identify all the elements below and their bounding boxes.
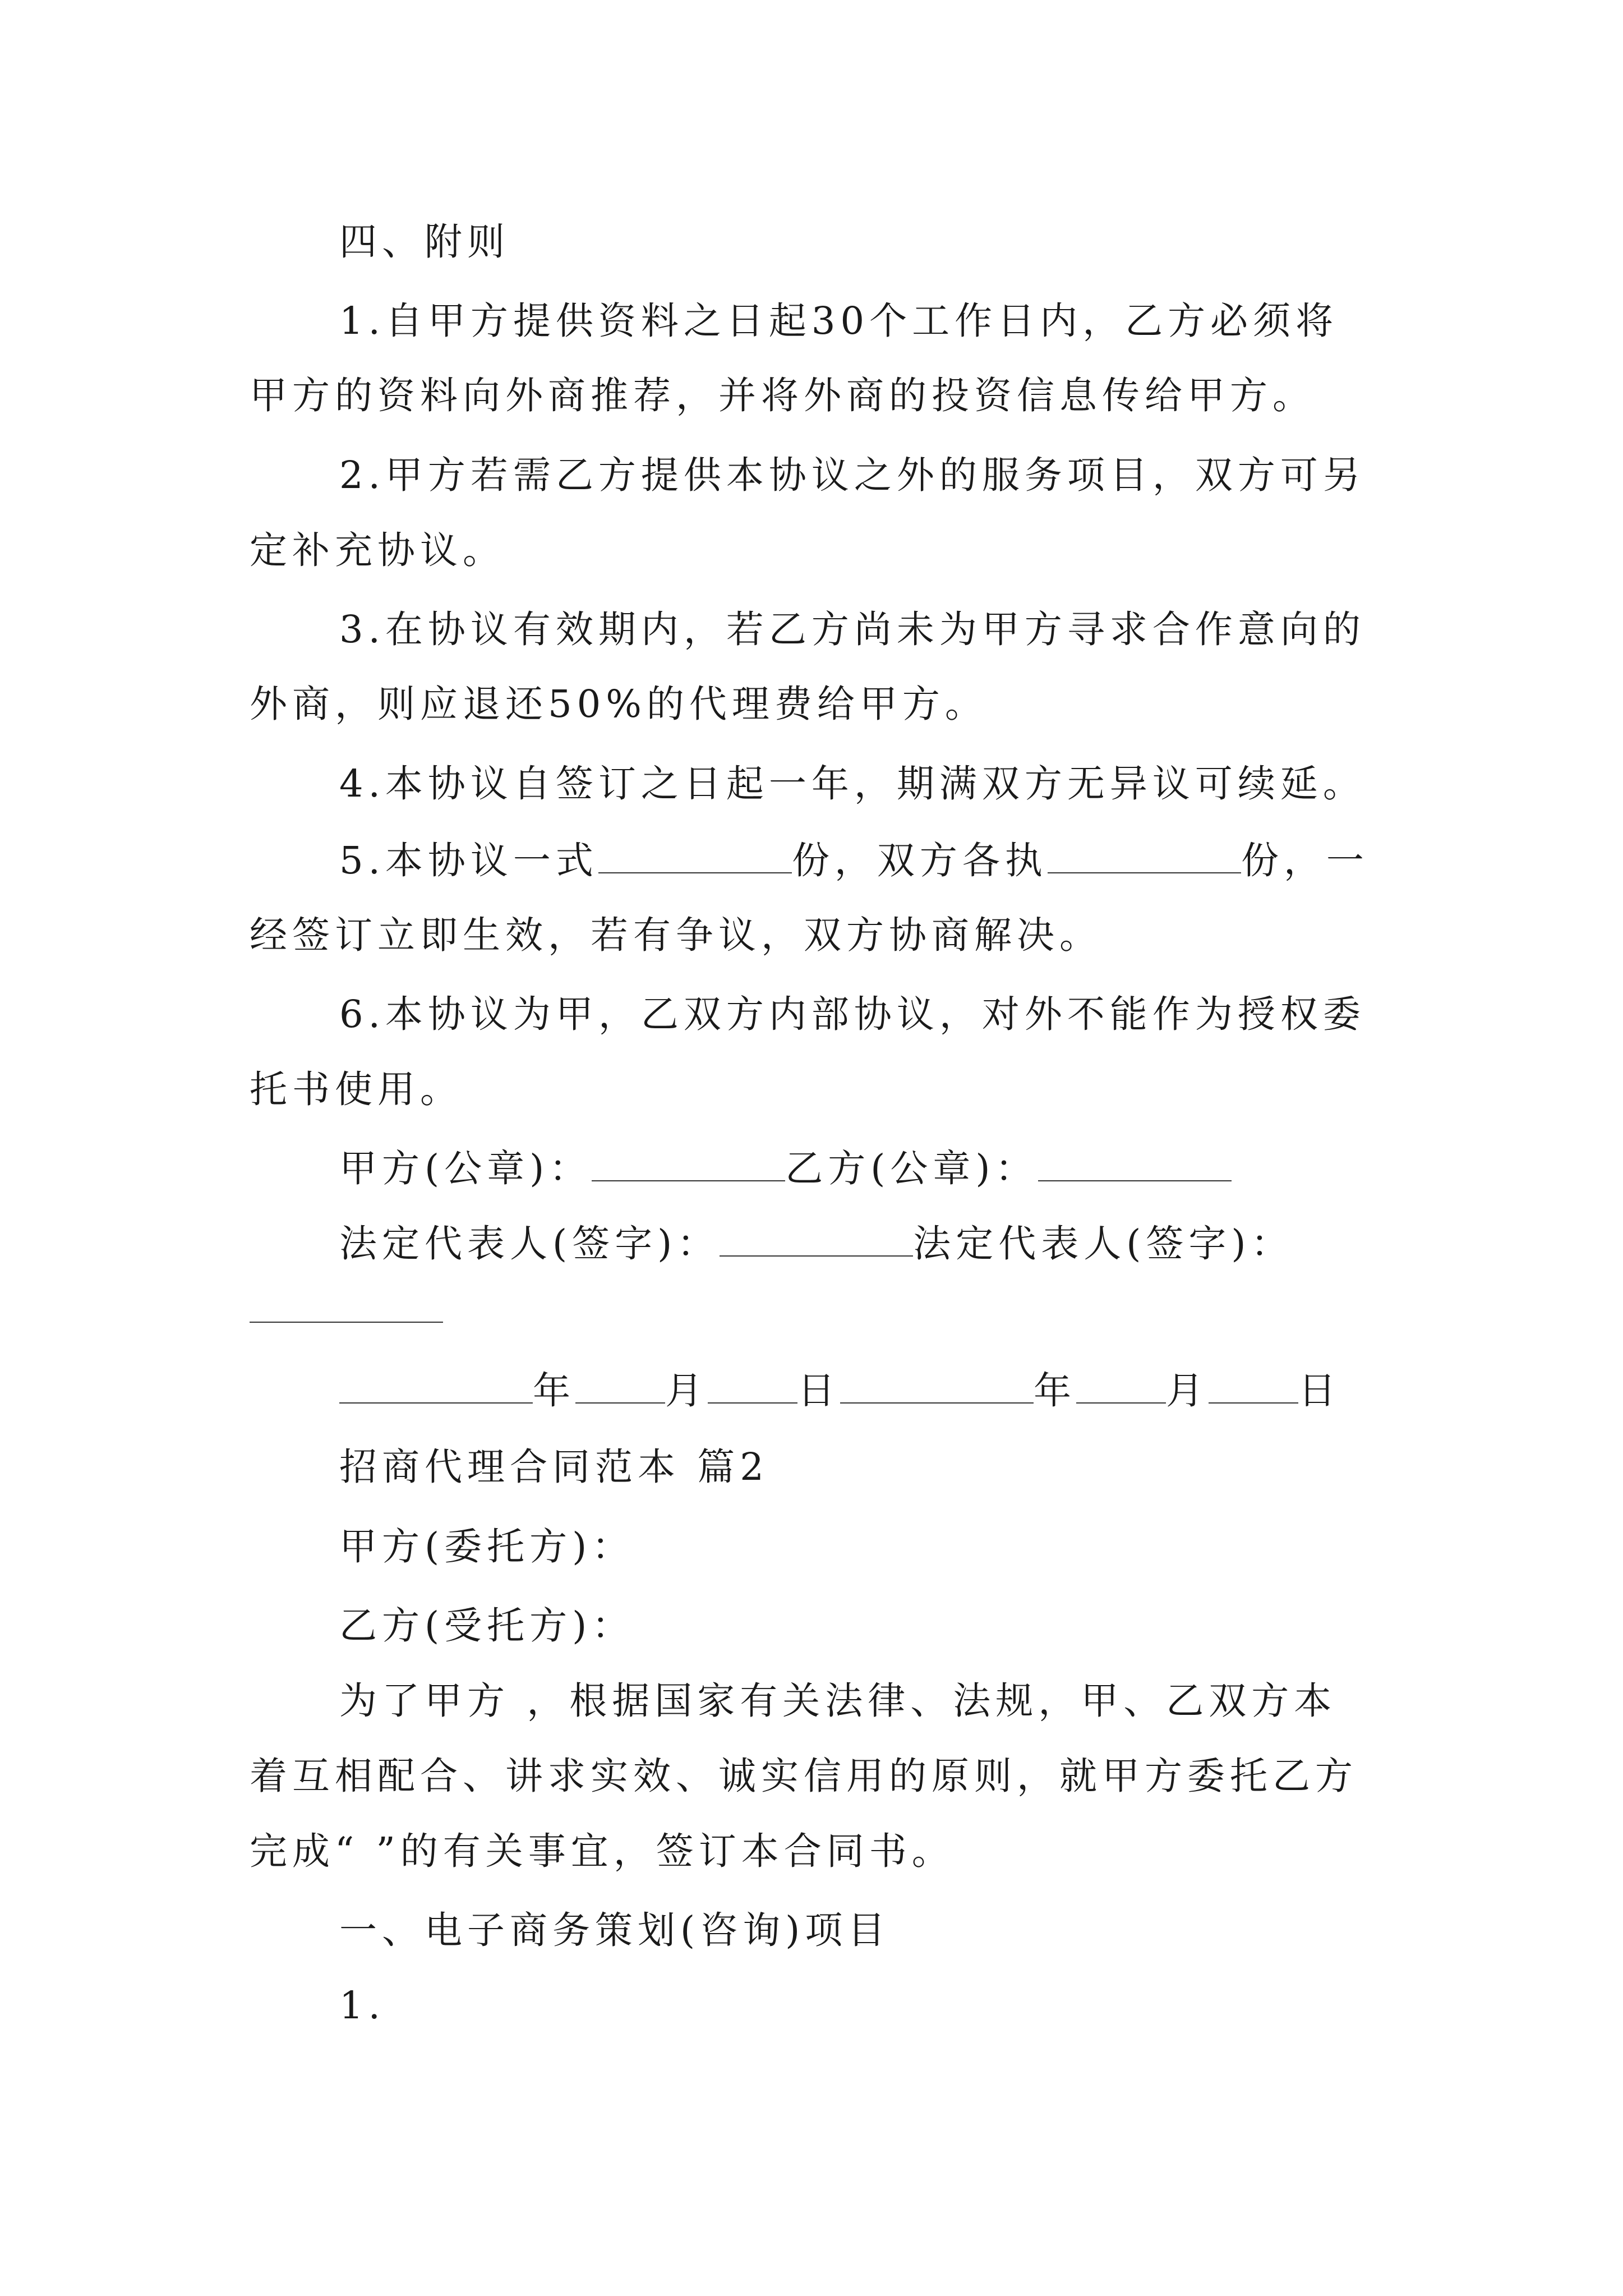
clause-5-suffix: 份，一 <box>1241 839 1369 882</box>
month-a-label: 月 <box>665 1369 708 1412</box>
month-b-label: 月 <box>1166 1369 1209 1412</box>
month-b-blank <box>1076 1368 1166 1404</box>
clause-4: 4.本协议自签订之日起一年，期满双方无异议可续延。 <box>339 762 1366 806</box>
rep-a-label: 法定代表人(签字)： <box>339 1222 720 1266</box>
party-b-agent: 乙方(受托方)： <box>339 1604 635 1648</box>
part-2-title: 招商代理合同范本 篇2 <box>339 1445 769 1489</box>
party-a-seal-blank <box>592 1145 785 1181</box>
seal-line <box>339 1143 1232 1194</box>
year-b-label: 年 <box>1034 1369 1076 1412</box>
representative-line <box>339 1218 1294 1269</box>
clause-5-prefix: 5.本协议一式 <box>339 839 598 882</box>
section-1-title: 一、电子商务策划(咨询)项目 <box>339 1908 891 1952</box>
intro-line-3: 完成“ ”的有关事宜，签订本合同书。 <box>250 1829 955 1873</box>
clause-5-middle: 份，双方各执 <box>791 839 1048 882</box>
copies-total-blank <box>598 838 792 873</box>
year-a-blank <box>339 1368 533 1404</box>
rep-b-blank <box>250 1287 443 1323</box>
section-1-item-1: 1. <box>339 1984 385 2027</box>
rep-b-blank-line <box>250 1285 443 1335</box>
copies-each-blank <box>1048 838 1241 873</box>
day-a-label: 日 <box>797 1369 840 1412</box>
day-b-label: 日 <box>1298 1369 1341 1412</box>
month-a-blank <box>575 1368 665 1404</box>
clause-1-line-1: 1.自甲方提供资料之日起30个工作日内，乙方必须将 <box>339 299 1339 343</box>
party-a-seal-label: 甲方(公章)： <box>339 1147 592 1190</box>
intro-line-2: 着互相配合、讲求实效、诚实信用的原则，就甲方委托乙方 <box>250 1754 1358 1798</box>
clause-3-line-1: 3.在协议有效期内，若乙方尚未为甲方寻求合作意向的 <box>339 608 1366 651</box>
clause-5-line-2: 经签订立即生效，若有争议，双方协商解决。 <box>250 913 1102 957</box>
clause-5-line-1 <box>339 835 1369 886</box>
date-line <box>339 1365 1341 1416</box>
party-b-seal-label: 乙方(公章)： <box>785 1147 1038 1190</box>
day-b-blank <box>1209 1368 1298 1404</box>
section-title-appendix: 四、附则 <box>339 220 510 264</box>
clause-2-line-1: 2.甲方若需乙方提供本协议之外的服务项目，双方可另 <box>339 453 1366 497</box>
party-a-client: 甲方(委托方)： <box>339 1525 635 1568</box>
party-b-seal-blank <box>1038 1145 1232 1181</box>
clause-2-line-2: 定补充协议。 <box>250 528 505 572</box>
year-b-blank <box>840 1368 1034 1404</box>
rep-b-label: 法定代表人(签字)： <box>913 1222 1294 1266</box>
clause-1-line-2: 甲方的资料向外商推荐，并将外商的投资信息传给甲方。 <box>250 374 1315 417</box>
clause-6-line-2: 托书使用。 <box>250 1068 463 1111</box>
year-a-label: 年 <box>533 1369 575 1412</box>
rep-a-blank <box>720 1221 913 1257</box>
day-a-blank <box>708 1368 797 1404</box>
clause-3-line-2: 外商，则应退还50%的代理费给甲方。 <box>250 682 988 726</box>
clause-6-line-1: 6.本协议为甲，乙双方内部协议，对外不能作为授权委 <box>339 992 1366 1036</box>
intro-line-1: 为了甲方 ，根据国家有关法律、法规，甲、乙双方本 <box>339 1679 1337 1723</box>
